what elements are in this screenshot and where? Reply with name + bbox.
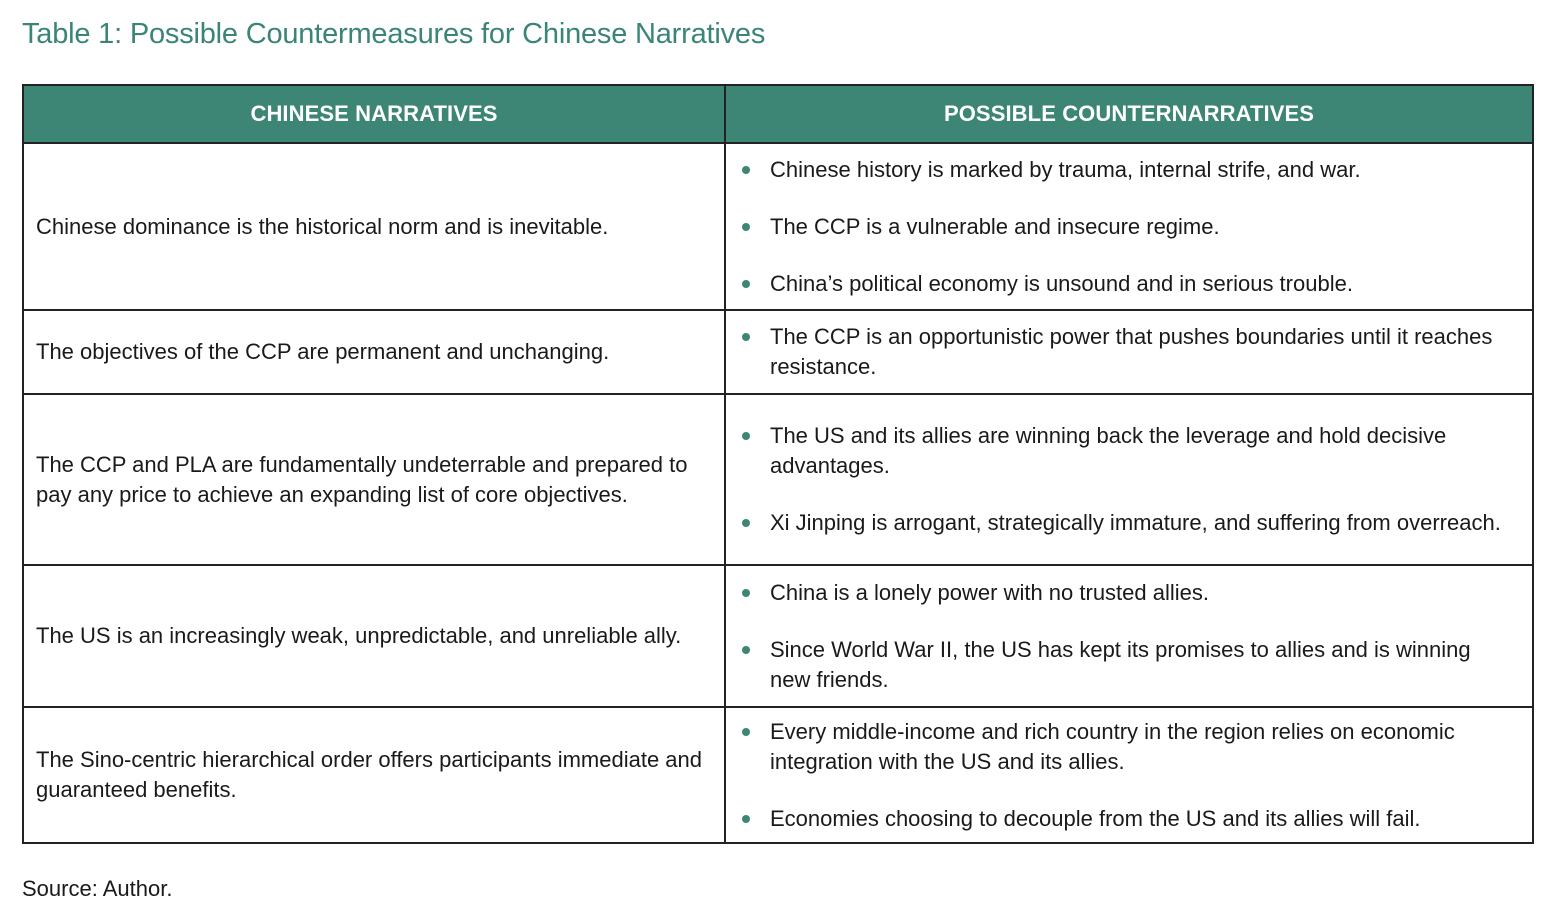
table-row: [23, 394, 1533, 565]
counternarrative-item: [740, 804, 1512, 834]
counternarrative-text: China is a lonely power with no trusted allies.: [770, 579, 1210, 605]
counternarrative-cell: [725, 565, 1533, 707]
countermeasures-table: [22, 84, 1534, 844]
header-chinese-narratives: CHINESE NARRATIVES: [23, 85, 725, 143]
bullet-icon: [742, 519, 750, 527]
table-row: [23, 143, 1533, 310]
bullet-icon: [742, 815, 750, 823]
counternarrative-text: Xi Jinping is arrogant, strategically immature, and suffering from overreach.: [770, 510, 1501, 535]
bullet-icon: [742, 166, 750, 174]
counternarrative-text: Every middle-income and rich country in the region relies on economic integration with the US and its allies.: [770, 718, 1455, 774]
bullet-icon: [742, 280, 750, 288]
counternarrative-item: [740, 578, 1512, 608]
counternarrative-list: [740, 155, 1512, 299]
counternarrative-list: [740, 717, 1512, 834]
counternarrative-item: [740, 212, 1512, 242]
counternarrative-item: [740, 421, 1512, 481]
counternarrative-item: [740, 322, 1512, 382]
counternarrative-list: [740, 421, 1512, 538]
bullet-icon: [742, 333, 750, 341]
counternarrative-text: The CCP is a vulnerable and insecure regime.: [770, 213, 1220, 239]
narrative-cell: The US is an increasingly weak, unpredictable, and unreliable ally.: [23, 565, 725, 707]
counternarrative-cell: [725, 310, 1533, 394]
counternarrative-cell: [725, 143, 1533, 310]
counternarrative-text: Chinese history is marked by trauma, internal strife, and war.: [770, 156, 1361, 182]
counternarrative-text: Since World War II, the US has kept its promises to allies and is winning new friends.: [770, 636, 1471, 692]
counternarrative-cell: [725, 707, 1533, 843]
table-title: Table 1: Possible Countermeasures for Chinese Narratives: [22, 18, 766, 50]
counternarrative-item: [740, 635, 1512, 695]
narrative-cell: The CCP and PLA are fundamentally undeterrable and prepared to pay any price to achieve an expanding list of core objectives.: [23, 394, 725, 565]
bullet-icon: [742, 432, 750, 440]
narrative-cell: The objectives of the CCP are permanent and unchanging.: [23, 310, 725, 394]
counternarrative-text: The US and its allies are winning back the leverage and hold decisive advantages.: [770, 423, 1447, 478]
table-header-row: [23, 85, 1533, 143]
counternarrative-list: [740, 322, 1512, 382]
bullet-icon: [742, 728, 750, 736]
table-row: [23, 565, 1533, 707]
counternarrative-item: [740, 155, 1512, 185]
bullet-icon: [742, 223, 750, 231]
counternarrative-text: The CCP is an opportunistic power that pushes boundaries until it reaches resistance.: [770, 324, 1493, 379]
counternarrative-text: China’s political economy is unsound and in serious trouble.: [770, 270, 1353, 296]
counternarrative-list: [740, 578, 1512, 695]
counternarrative-item: [740, 717, 1512, 777]
narrative-cell: Chinese dominance is the historical norm and is inevitable.: [23, 143, 725, 310]
table-row: [23, 310, 1533, 394]
counternarrative-cell: [725, 394, 1533, 565]
source-note: Source: Author.: [22, 876, 173, 901]
narrative-cell: The Sino-centric hierarchical order offers participants immediate and guaranteed benefits.: [23, 707, 725, 843]
bullet-icon: [742, 646, 750, 654]
bullet-icon: [742, 589, 750, 597]
header-possible-counternarratives: POSSIBLE COUNTERNARRATIVES: [725, 85, 1533, 143]
counternarrative-item: [740, 269, 1512, 299]
counternarrative-text: Economies choosing to decouple from the US and its allies will fail.: [770, 805, 1421, 831]
table-row: [23, 707, 1533, 843]
counternarrative-item: [740, 508, 1512, 538]
